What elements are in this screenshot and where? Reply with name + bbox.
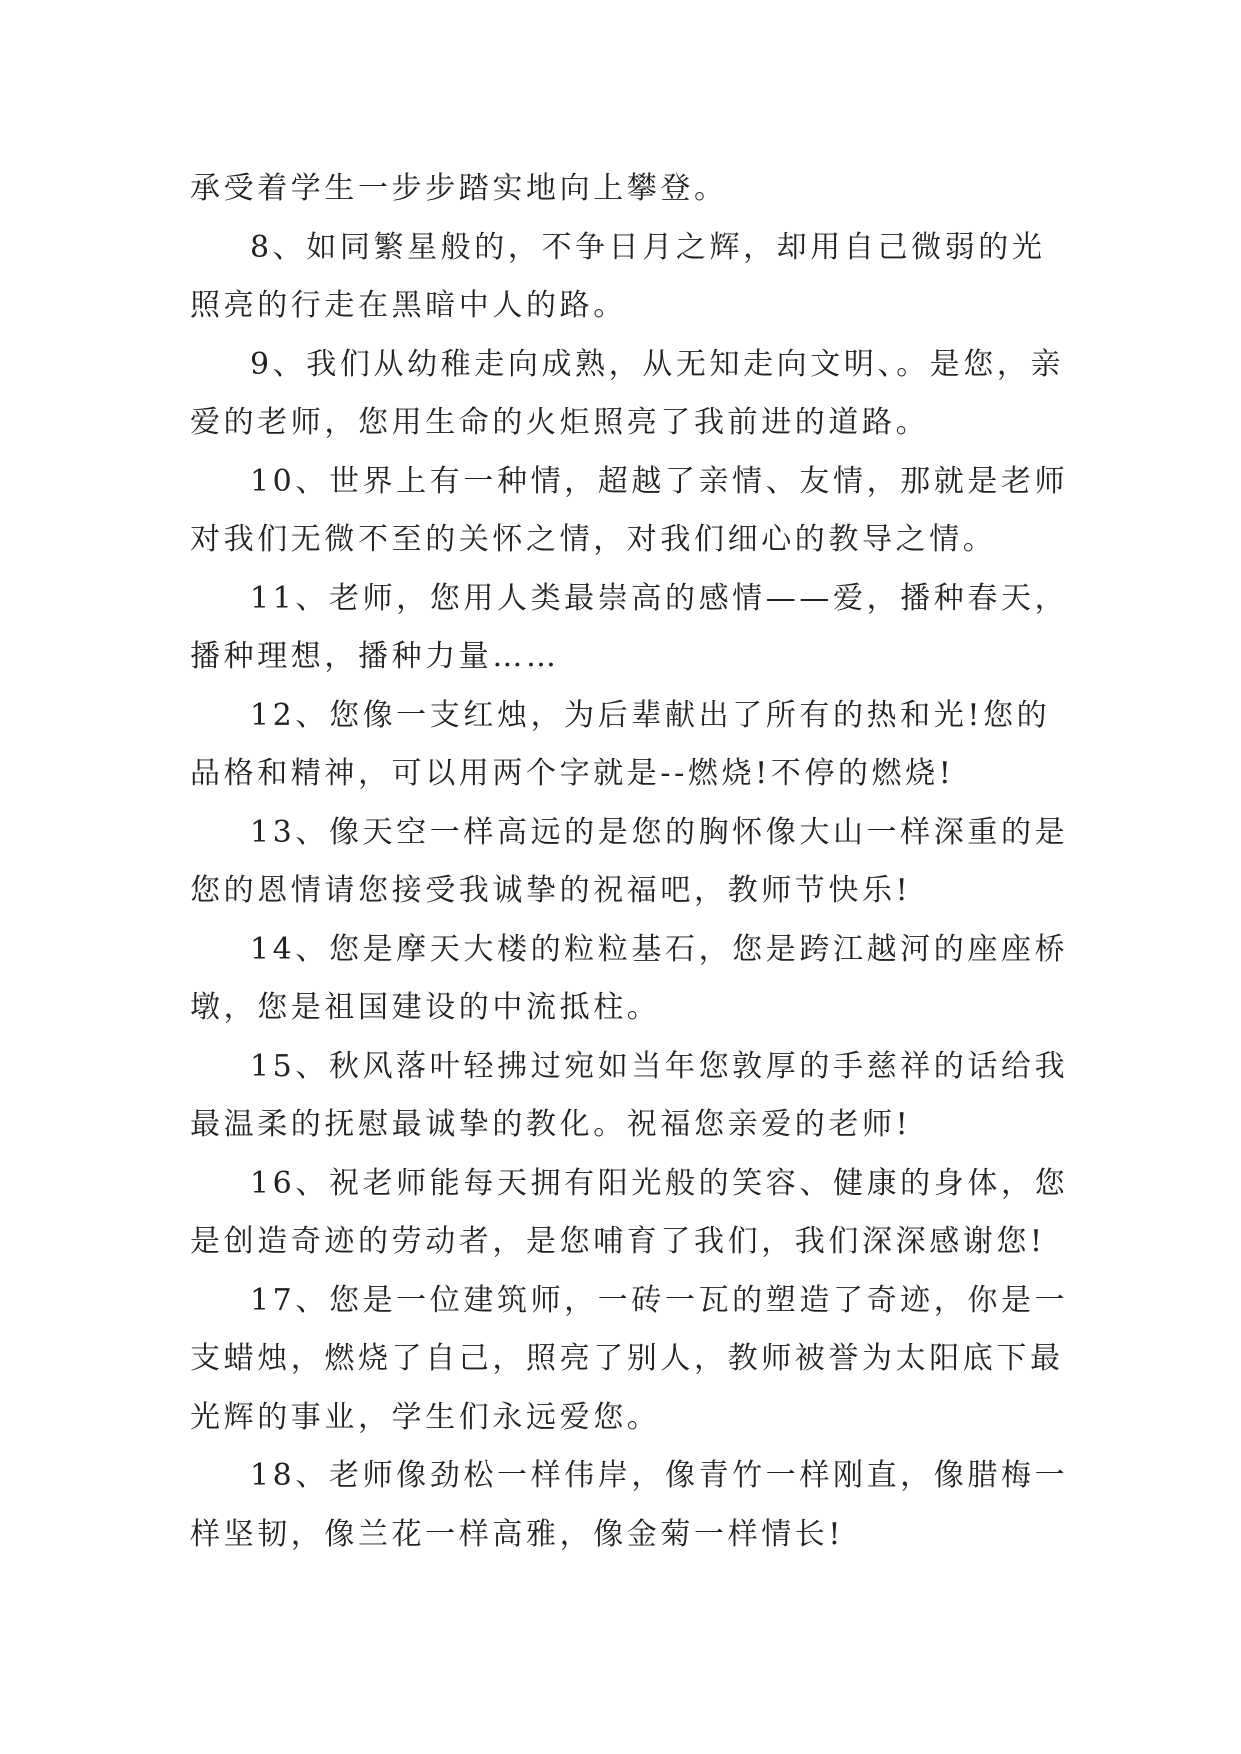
text-line: 13、像天空一样高远的是您的胸怀像大山一样深重的是 [250,814,1069,850]
text-line: 是创造奇迹的劳动者，是您哺育了我们，我们深深感谢您! [190,1224,1046,1259]
text-line: 承受着学生一步步踏实地向上攀登。 [190,171,728,206]
text-line: 10、世界上有一种情，超越了亲情、友情，那就是老师 [250,463,1069,499]
text-line: 光辉的事业，学生们永远爱您。 [190,1399,661,1435]
text-line: 您的恩情请您接受我诚挚的祝福吧，教师节快乐! [190,873,912,908]
text-line: 品格和精神，可以用两个字就是--燃烧!不停的燃烧! [190,756,955,791]
text-line: 9、我们从幼稚走向成熟，从无知走向文明、。是您，亲 [250,346,1065,382]
text-line: 照亮的行走在黑暗中人的路。 [190,288,627,323]
text-line: 墩，您是祖国建设的中流抵柱。 [190,990,661,1025]
text-line: 爱的老师，您用生命的火炬照亮了我前进的道路。 [190,405,930,440]
text-line: 17、您是一位建筑师，一砖一瓦的塑造了奇迹，你是一 [250,1282,1069,1318]
text-line: 对我们无微不至的关怀之情，对我们细心的教导之情。 [190,522,997,557]
text-line: 11、老师，您用人类最崇高的感情——爱，播种春天， [250,580,1069,616]
document-body [190,160,1069,1564]
text-line: 15、秋风落叶轻拂过宛如当年您敦厚的手慈祥的话给我 [250,1048,1069,1084]
text-line: 最温柔的抚慰最诚挚的教化。祝福您亲爱的老师! [190,1107,912,1142]
text-line: 18、老师像劲松一样伟岸，像青竹一样刚直，像腊梅一 [250,1458,1069,1493]
text-line: 16、祝老师能每天拥有阳光般的笑容、健康的身体，您 [250,1165,1069,1201]
text-line: 14、您是摩天大楼的粒粒基石，您是跨江越河的座座桥 [250,931,1069,967]
text-line: 12、您像一支红烛，为后辈献出了所有的热和光!您的 [250,697,1051,733]
text-line: 8、如同繁星般的，不争日月之辉，却用自己微弱的光 [250,229,1046,265]
text-line: 支蜡烛，燃烧了自己，照亮了别人，教师被誉为太阳底下最 [190,1341,1064,1376]
text-line: 播种理想，播种力量…… [190,639,560,674]
text-line: 样坚韧，像兰花一样高雅，像金菊一样情长! [190,1516,845,1552]
